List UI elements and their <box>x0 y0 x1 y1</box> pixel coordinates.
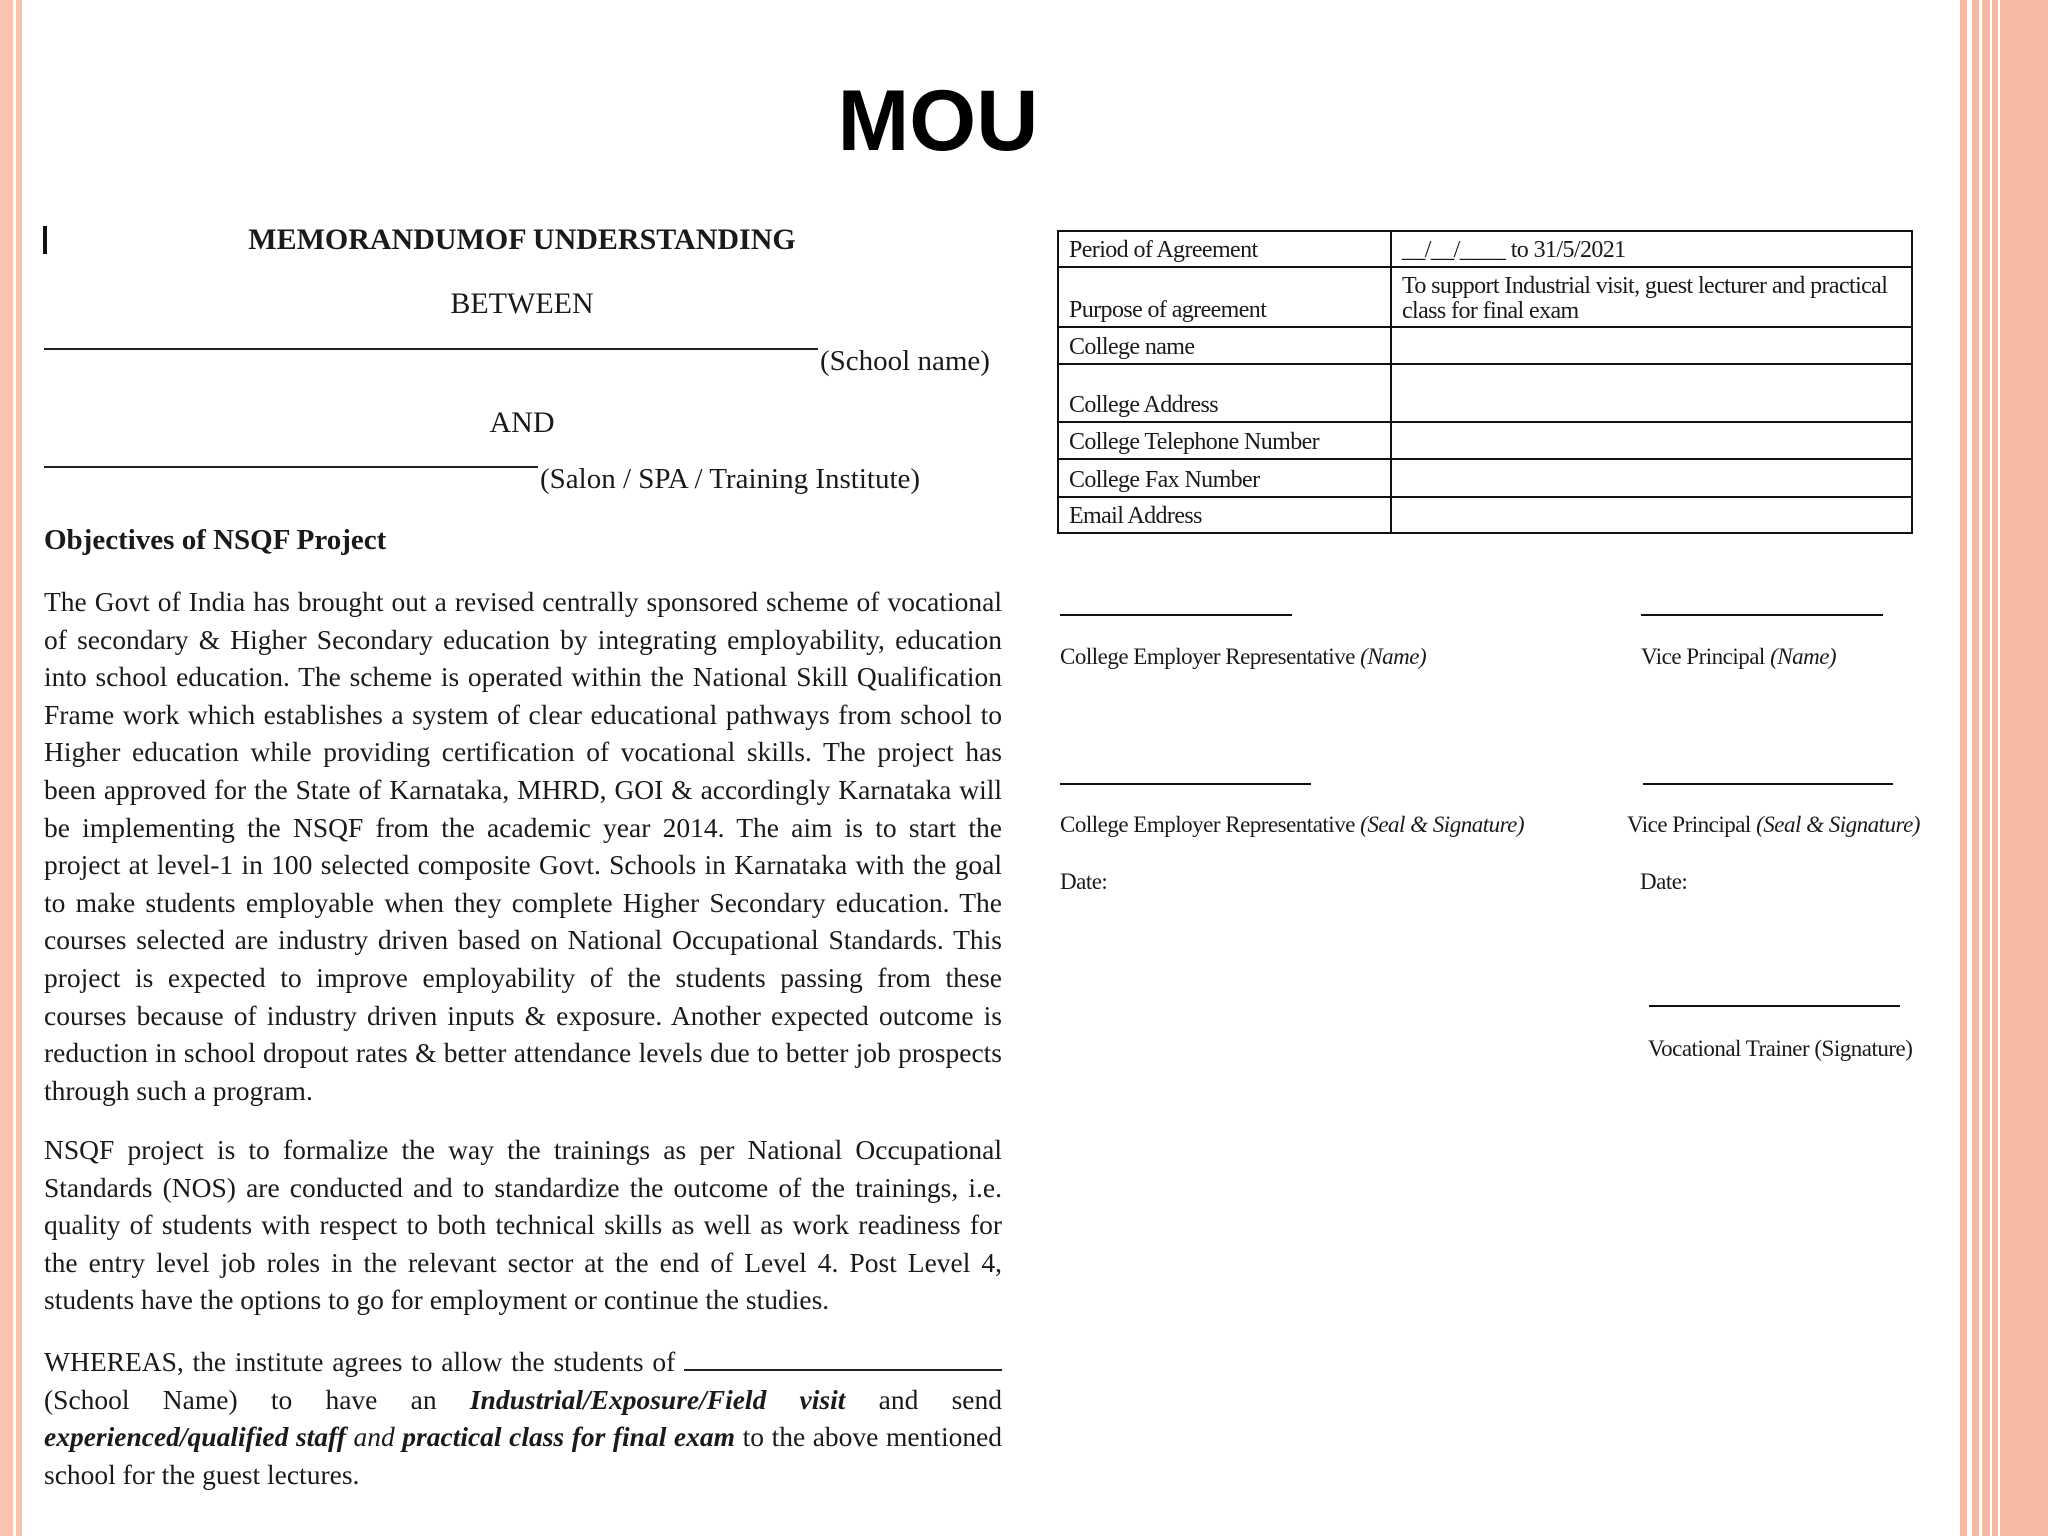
table-cell-label: Purpose of agreement <box>1058 267 1391 327</box>
objectives-paragraph: The Govt of India has brought out a revised centrally sponsored scheme of vocational of secondary & Higher Secondary education by integrating employability, education into school education. The scheme is operated within the National Skill Qualification Frame work which establishes a system of clear educational pathways from school to Higher education while providing certification of vocational skills. The project has been approved for the State of Karnataka, MHRD, GOI & accordingly Karnataka will be implementing the NSQF from the academic year 2014. The aim is to start the project at level-1 in 100 selected composite Govt. Schools in Karnataka with the goal to make students employable when they complete Higher Secondary education. The courses selected are industry driven based on National Occupational Standards. This project is expected to improve employability of the students passing from these courses because of industry driven inputs & exposure. Another expected outcome is reduction in school dropout rates & better attendance levels due to better job prospects through such a program. <box>44 586 1002 1106</box>
right-frame-stripe <box>1998 0 2000 1536</box>
whereas-text: (School Name) to have an <box>44 1383 437 1415</box>
table-row <box>1058 422 1912 459</box>
left-frame-stripe <box>13 0 16 1536</box>
right-frame-stripe <box>1967 0 1972 1536</box>
left-frame-border <box>0 0 22 1536</box>
school-name-blank <box>44 348 818 350</box>
name-suffix: (Name) <box>1360 644 1427 669</box>
college-rep-name-label <box>1060 644 1426 670</box>
college-rep-date-label: Date: <box>1060 869 1108 894</box>
college-rep-name-text: College Employer Representative <box>1060 644 1355 669</box>
between-label: BETWEEN <box>450 287 594 320</box>
table-cell-value <box>1391 422 1912 459</box>
document-heading: MEMORANDUMOF UNDERSTANDING <box>248 223 796 256</box>
table-cell-value <box>1391 459 1912 497</box>
table-cell-label: College name <box>1058 327 1391 364</box>
whereas-paragraph <box>44 1343 1002 1493</box>
table-row <box>1058 267 1912 327</box>
college-rep-seal-line <box>1060 783 1311 785</box>
table-cell-label: College Fax Number <box>1058 459 1391 497</box>
college-rep-name-line <box>1060 614 1292 616</box>
table-row <box>1058 497 1912 533</box>
table-cell-label: College Address <box>1058 364 1391 422</box>
seal-suffix: (Seal & Signature) <box>1756 812 1920 837</box>
table-cell-value <box>1391 327 1912 364</box>
vocational-trainer-label: Vocational Trainer (Signature) <box>1648 1036 1913 1061</box>
staff-emphasis: experienced/qualified staff <box>44 1421 346 1453</box>
vice-principal-seal-label <box>1627 812 1920 838</box>
table-row <box>1058 364 1912 422</box>
table-row <box>1058 459 1912 497</box>
table-cell-label: Email Address <box>1058 497 1391 533</box>
vice-principal-seal-line <box>1643 783 1893 785</box>
table-cell-value: __/__/____ to 31/5/2021 <box>1391 231 1912 267</box>
whereas-text: WHEREAS, the institute agrees to allow the students of <box>44 1346 676 1377</box>
objectives-heading: Objectives of NSQF Project <box>44 524 387 556</box>
right-frame-stripe <box>1979 0 1982 1536</box>
college-rep-seal-label <box>1060 812 1524 838</box>
institute-label: (Salon / SPA / Training Institute) <box>540 463 921 495</box>
visit-emphasis: Industrial/Exposure/Field visit <box>469 1383 846 1415</box>
name-suffix: (Name) <box>1770 644 1837 669</box>
table-row <box>1058 327 1912 364</box>
whereas-text: and send <box>878 1383 1002 1415</box>
nsqf-paragraph: NSQF project is to formalize the way the trainings as per National Occupational Standards (NOS) are conducted and to standardize the outcome of the trainings, i.e. quality of students with respect to both technical skills as well as work readiness for the entry level job roles in the relevant sector at the end of Level 4. Post Level 4, students have the options to go for employment or continue the studies. <box>44 1134 1002 1316</box>
college-rep-seal-text: College Employer Representative <box>1060 812 1355 837</box>
and-label: AND <box>489 406 555 439</box>
whereas-text: to the above mentioned school for the guest lectures. <box>44 1421 1003 1490</box>
right-frame-stripe <box>1990 0 1992 1536</box>
vice-principal-seal-text: Vice Principal <box>1627 812 1751 837</box>
practical-emphasis: practical class for final exam <box>402 1421 736 1453</box>
institute-name-blank <box>44 466 538 468</box>
vice-principal-name-text: Vice Principal <box>1641 644 1765 669</box>
vice-principal-name-line <box>1641 614 1883 616</box>
table-cell-value: To support Industrial visit, guest lecturer and practical class for final exam <box>1391 267 1912 327</box>
vocational-trainer-line <box>1649 1005 1900 1007</box>
slide-title: MOU <box>837 73 1039 169</box>
vice-principal-name-label <box>1641 644 1836 670</box>
school-blank <box>684 1347 1002 1371</box>
table-row <box>1058 231 1912 267</box>
whereas-text: and <box>353 1421 395 1453</box>
table-cell-label: Period of Agreement <box>1058 231 1391 267</box>
table-cell-value <box>1391 497 1912 533</box>
vice-principal-date-label: Date: <box>1640 869 1688 894</box>
table-cell-label: College Telephone Number <box>1058 422 1391 459</box>
agreement-table <box>1057 230 1913 534</box>
table-cell-value <box>1391 364 1912 422</box>
seal-suffix: (Seal & Signature) <box>1360 812 1525 837</box>
school-name-label: (School name) <box>820 345 990 377</box>
right-frame-border <box>1960 0 2048 1536</box>
